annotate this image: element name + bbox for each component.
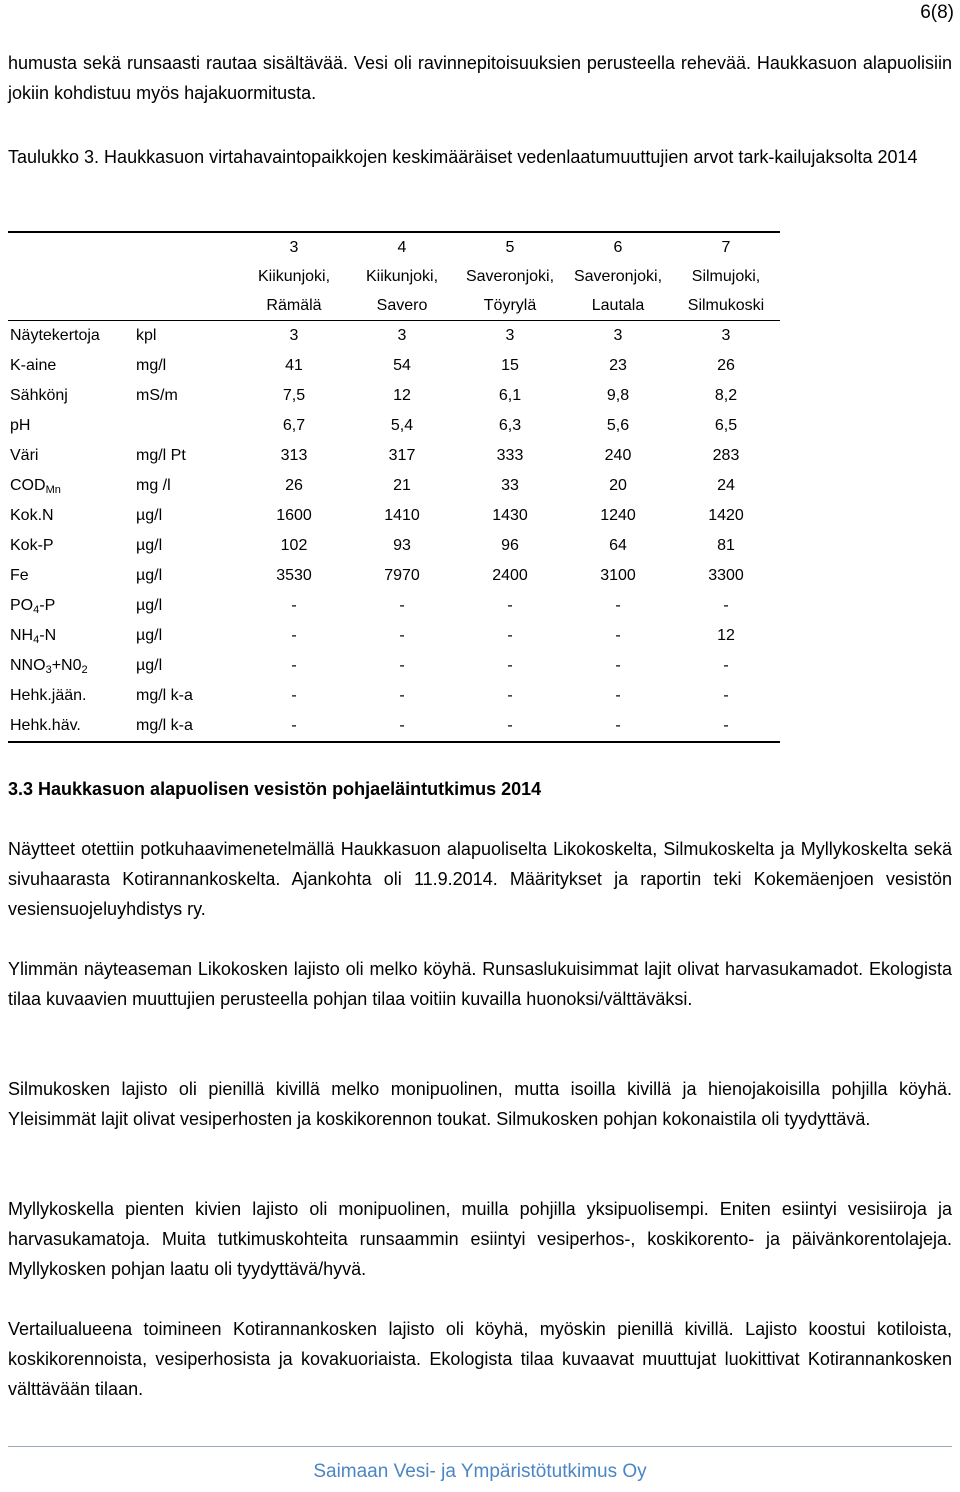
table-row [8, 501, 780, 531]
parameter-text: NH [10, 627, 34, 644]
table-row [8, 381, 780, 411]
value-cell: 41 [285, 357, 303, 374]
value-cell: 96 [501, 537, 519, 554]
parameter-text: NNO [10, 657, 46, 674]
site-name: Töyrylä [456, 291, 564, 321]
parameter-text: -P [39, 597, 56, 614]
value-cell: - [615, 657, 621, 674]
site-number: 3 [289, 239, 299, 256]
value-cell: 15 [501, 357, 519, 374]
value-cell: 54 [393, 357, 411, 374]
value-cell: 6,7 [282, 417, 306, 434]
paragraph-likokoski: Ylimmän näyteaseman Likokosken lajisto oli melko köyhä. Runsaslukuisimmat lajit olivat harvasukamadot. Ekologista tilaa kuvaavien muuttujien perusteella pohjan tilaa voitiin kuvailla huonoksi/välttäväksi. [8, 959, 952, 1009]
value-cell: - [291, 597, 297, 614]
river-name: Saveronjoki, [573, 268, 663, 285]
site-name: Silmukoski [672, 291, 780, 321]
table-row [8, 681, 780, 711]
river-name: Kiikunjoki, [257, 268, 331, 285]
value-cell: 3300 [708, 567, 744, 584]
value-cell: - [399, 657, 405, 674]
value-cell: 240 [604, 447, 632, 464]
parameter-text: K-aine [10, 357, 57, 374]
parameter-name [8, 411, 136, 441]
unit: mg/l k-a [136, 687, 193, 704]
value-cell: - [615, 687, 621, 704]
parameter-name [8, 561, 136, 591]
water-quality-table [8, 231, 780, 743]
header-site-names [8, 291, 780, 321]
value-cell: - [291, 657, 297, 674]
value-cell: - [615, 597, 621, 614]
value-cell: 26 [285, 477, 303, 494]
parameter-text: PO [10, 597, 34, 614]
unit: µg/l [136, 657, 163, 674]
section-heading: 3.3 Haukkasuon alapuolisen vesistön pohjaeläintutkimus 2014 [8, 779, 542, 799]
unit: mg/l k-a [136, 711, 240, 742]
site-name: Savero [348, 291, 456, 321]
unit: kpl [136, 327, 157, 344]
unit: µg/l [136, 567, 163, 584]
footer-company: Saimaan Vesi- ja Ympäristötutkimus Oy [313, 1461, 647, 1482]
parameter-name [8, 381, 136, 411]
value-cell: - [291, 627, 297, 644]
table-row [8, 441, 780, 471]
parameter-text: Väri [10, 447, 39, 464]
value-cell: 102 [280, 537, 308, 554]
parameter-name [8, 651, 136, 681]
parameter-subscript: Mn [45, 484, 61, 496]
river-name: Kiikunjoki, [365, 268, 439, 285]
value-cell: 1410 [384, 507, 420, 524]
value-cell: - [564, 711, 672, 742]
value-cell: - [348, 711, 456, 742]
unit: µg/l [136, 627, 163, 644]
paragraph-myllykoski: Myllykoskella pienten kivien lajisto oli monipuolinen, muilla pohjilla yksipuolisempi. Eniten esiintyi vesisiiroja ja harvasukamatoja. Muita tutkimuskohteita runsaammin esiintyi vesiperhos-, koskikorento- ja päivänkorentolajeja. Myllykosken pohjan laatu oli tyydyttävä/hyvä. [8, 1199, 952, 1279]
value-cell: - [672, 711, 780, 742]
value-cell: 24 [717, 477, 735, 494]
table-row [8, 621, 780, 651]
value-cell: 12 [393, 387, 411, 404]
parameter-text: Kok-P [10, 537, 54, 554]
unit: mg /l [136, 477, 171, 494]
parameter-text: -N [39, 627, 57, 644]
value-cell: - [723, 657, 729, 674]
parameter-text: COD [10, 477, 46, 494]
parameter-subscript: 4 [33, 604, 40, 616]
value-cell: 5,6 [606, 417, 630, 434]
value-cell: 7,5 [282, 387, 306, 404]
parameter-text: pH [10, 417, 31, 434]
paragraph-sampling: Näytteet otettiin potkuhaavimenetelmällä Haukkasuon alapuoliselta Likokoskelta, Silmukoskelta ja Myllykoskelta sekä sivuhaarasta Kotirannankoskelta. Ajankohta oli 11.9.2014. Määritykset ja raportin teki Kokemäenjoen vesistön vesiensuojeluyhdistys ry. [8, 839, 952, 919]
parameter-subscript: 3 [45, 664, 52, 676]
unit [136, 411, 240, 441]
parameter-name [8, 441, 136, 471]
page-number: 6(8) [920, 2, 954, 23]
value-cell: 5,4 [390, 417, 414, 434]
value-cell: - [291, 687, 297, 704]
site-name: Rämälä [240, 291, 348, 321]
parameter-name [8, 591, 136, 621]
table-caption: Taulukko 3. Haukkasuon virtahavaintopaikkojen keskimääräiset vedenlaatumuuttujien arvot tark-kailujaksolta 2014 [8, 147, 918, 167]
parameter-name [8, 621, 136, 651]
value-cell: 3100 [600, 567, 636, 584]
parameter-name [8, 531, 136, 561]
value-cell: 1420 [708, 507, 744, 524]
value-cell: 12 [717, 627, 735, 644]
parameter-text: Näytekertoja [10, 327, 100, 344]
value-cell: 26 [717, 357, 735, 374]
value-cell: 81 [717, 537, 735, 554]
value-cell: 317 [388, 447, 416, 464]
value-cell: - [399, 687, 405, 704]
site-number: 7 [721, 239, 731, 256]
site-number: 6 [613, 239, 623, 256]
table-row [8, 711, 780, 742]
value-cell: - [507, 627, 513, 644]
parameter-name [8, 321, 136, 352]
parameter-text: Hehk.jään. [10, 687, 87, 704]
table-row [8, 471, 780, 501]
header-site-numbers [8, 233, 780, 262]
unit: µg/l [136, 597, 163, 614]
value-cell: 7970 [384, 567, 420, 584]
intro-paragraph: humusta sekä runsaasti rautaa sisältävää. Vesi oli ravinnepitoisuuksien perusteella rehevää. Haukkasuon alapuolisiin jokiin kohdistuu myös hajakuormitusta. [8, 53, 952, 103]
river-name: Saveronjoki, [465, 268, 555, 285]
paragraph-kotirannankoski: Vertailualueena toimineen Kotirannankosken lajisto oli köyhä, myöskin pienillä kivillä. Lajisto koostui kotiloista, koskikorennoista, vesiperhosista ja kovakuoriaista. Ekologista tilaa kuvaavat muuttujat luokittivat Kotirannankosken välttävään tilaan. [8, 1319, 952, 1399]
paragraph-silmukoski: Silmukosken lajisto oli pienillä kivillä melko monipuolinen, mutta isoilla kivillä ja hienojakoisilla pohjilla köyhä. Yleisimmät lajit olivat vesiperhosten ja koskikorennon toukat. Silmukosken pohjan kokonaistila oli tyydyttävä. [8, 1079, 952, 1129]
value-cell: 1430 [492, 507, 528, 524]
parameter-name [8, 501, 136, 531]
value-cell: 333 [496, 447, 524, 464]
parameter-text: +N0 [51, 657, 82, 674]
parameter-text: Fe [10, 567, 29, 584]
unit: mS/m [136, 387, 178, 404]
value-cell: 283 [712, 447, 740, 464]
value-cell: 6,1 [498, 387, 522, 404]
table-row [8, 531, 780, 561]
parameter-subscript: 2 [81, 664, 88, 676]
value-cell: - [456, 711, 564, 742]
value-cell: 3 [613, 327, 623, 344]
unit: µg/l [136, 537, 163, 554]
value-cell: 2400 [492, 567, 528, 584]
value-cell: 3 [505, 327, 515, 344]
parameter-text: Hehk.häv. [10, 717, 81, 734]
value-cell: 313 [280, 447, 308, 464]
site-name: Lautala [564, 291, 672, 321]
parameter-name [8, 351, 136, 381]
parameter-text: Sähkönj [10, 387, 68, 404]
value-cell: - [399, 597, 405, 614]
unit: mg/l Pt [136, 447, 186, 464]
parameter-name [8, 471, 136, 501]
parameter-text: Kok.N [10, 507, 54, 524]
value-cell: - [615, 627, 621, 644]
value-cell: - [723, 597, 729, 614]
value-cell: 33 [501, 477, 519, 494]
value-cell: - [507, 687, 513, 704]
table-row [8, 411, 780, 441]
parameter-name [8, 681, 136, 711]
value-cell: - [507, 657, 513, 674]
table-row [8, 321, 780, 352]
value-cell: - [723, 687, 729, 704]
value-cell: 3 [721, 327, 731, 344]
unit: mg/l [136, 357, 167, 374]
value-cell: 93 [393, 537, 411, 554]
value-cell: 20 [609, 477, 627, 494]
table-row [8, 351, 780, 381]
value-cell: - [399, 627, 405, 644]
value-cell: 9,8 [606, 387, 630, 404]
parameter-name [8, 711, 136, 742]
parameter-subscript: 4 [33, 634, 40, 646]
header-river-names [8, 262, 780, 291]
site-number: 4 [397, 239, 407, 256]
value-cell: - [507, 597, 513, 614]
value-cell: 21 [393, 477, 411, 494]
footer-divider [8, 1446, 952, 1447]
value-cell: 3 [289, 327, 299, 344]
value-cell: 6,3 [498, 417, 522, 434]
unit: µg/l [136, 507, 163, 524]
value-cell: - [240, 711, 348, 742]
table-row [8, 591, 780, 621]
value-cell: 3530 [276, 567, 312, 584]
value-cell: 23 [609, 357, 627, 374]
value-cell: 6,5 [714, 417, 738, 434]
river-name: Silmujoki, [691, 268, 761, 285]
site-number: 5 [505, 239, 515, 256]
table-row [8, 561, 780, 591]
value-cell: 64 [609, 537, 627, 554]
table-row [8, 651, 780, 681]
value-cell: 1240 [600, 507, 636, 524]
value-cell: 3 [397, 327, 407, 344]
value-cell: 8,2 [714, 387, 738, 404]
value-cell: 1600 [276, 507, 312, 524]
